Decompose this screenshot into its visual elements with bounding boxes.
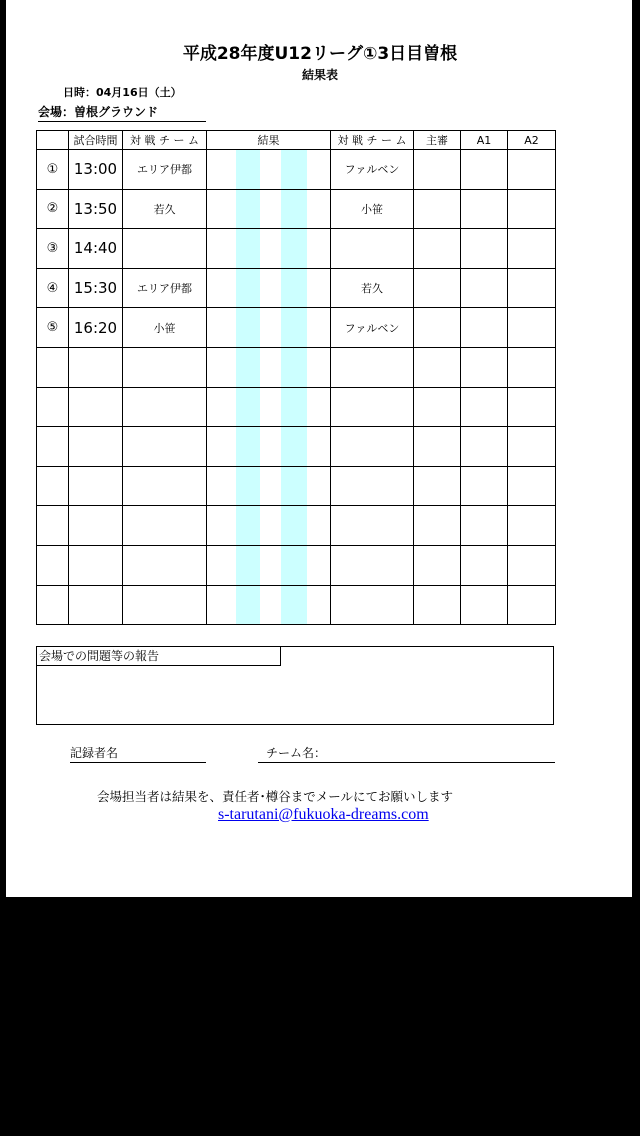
team-1-cell [123, 585, 207, 625]
result-cell[interactable] [207, 427, 331, 467]
team-2-cell: ファルベン [331, 150, 414, 190]
a1-cell[interactable] [461, 229, 508, 269]
date-label: 日時：04月16日（土） [63, 86, 182, 99]
match-time [69, 466, 123, 506]
a1-cell[interactable] [461, 308, 508, 348]
table-header-row [37, 131, 556, 150]
report-box[interactable] [36, 646, 554, 725]
match-number: ② [37, 189, 69, 229]
table-row [37, 189, 556, 229]
team-name-label: チーム名： [266, 746, 327, 760]
document-title: 平成28年度U12リーグ①3日目曽根 [182, 44, 458, 64]
a2-cell[interactable] [508, 189, 556, 229]
result-score-1-highlight [236, 546, 260, 585]
result-score-1-highlight [236, 150, 260, 189]
a1-cell[interactable] [461, 585, 508, 625]
result-score-2-highlight [281, 388, 307, 427]
team-2-cell [331, 506, 414, 546]
match-number [37, 347, 69, 387]
team-1-cell [123, 229, 207, 269]
a1-cell[interactable] [461, 347, 508, 387]
result-score-2-highlight [281, 229, 307, 268]
match-time [69, 585, 123, 625]
team-2-cell [331, 387, 414, 427]
team-2-cell [331, 466, 414, 506]
table-row [37, 347, 556, 387]
team-1-cell: 若久 [123, 189, 207, 229]
report-label: 会場での問題等の報告 [37, 647, 281, 666]
team-name-field[interactable] [258, 744, 555, 763]
header-a2: A2 [508, 131, 556, 150]
table-row [37, 268, 556, 308]
team-2-cell [331, 427, 414, 467]
notice-text: 会場担当者は結果を、責任者･樽谷までメールにてお願いします [97, 789, 454, 804]
result-cell[interactable] [207, 150, 331, 190]
match-number: ⑤ [37, 308, 69, 348]
a1-cell[interactable] [461, 150, 508, 190]
team-2-cell: 若久 [331, 268, 414, 308]
table-row [37, 308, 556, 348]
result-score-1-highlight [236, 427, 260, 466]
referee-cell[interactable] [414, 387, 461, 427]
result-score-1-highlight [236, 348, 260, 387]
a1-cell[interactable] [461, 387, 508, 427]
a2-cell[interactable] [508, 506, 556, 546]
header-team-1: 対 戦 チ ー ム [123, 131, 207, 150]
a1-cell[interactable] [461, 545, 508, 585]
team-1-cell: 小笹 [123, 308, 207, 348]
team-2-cell [331, 229, 414, 269]
a2-cell[interactable] [508, 268, 556, 308]
result-score-1-highlight [236, 388, 260, 427]
match-time [69, 427, 123, 467]
match-number [37, 387, 69, 427]
match-time [69, 347, 123, 387]
a2-cell[interactable] [508, 387, 556, 427]
table-body [37, 150, 556, 625]
team-1-cell [123, 506, 207, 546]
result-cell[interactable] [207, 545, 331, 585]
result-score-1-highlight [236, 467, 260, 506]
a1-cell[interactable] [461, 189, 508, 229]
result-cell[interactable] [207, 189, 331, 229]
result-cell[interactable] [207, 466, 331, 506]
result-score-2-highlight [281, 269, 307, 308]
result-cell[interactable] [207, 229, 331, 269]
result-cell[interactable] [207, 387, 331, 427]
a2-cell[interactable] [508, 229, 556, 269]
table-row [37, 229, 556, 269]
result-score-2-highlight [281, 546, 307, 585]
result-score-2-highlight [281, 190, 307, 229]
result-score-1-highlight [236, 269, 260, 308]
recorder-label: 記録者名 [70, 746, 119, 760]
team-2-cell [331, 545, 414, 585]
match-time: 14:40 [69, 229, 123, 269]
team-2-cell [331, 585, 414, 625]
a1-cell[interactable] [461, 268, 508, 308]
a2-cell[interactable] [508, 585, 556, 625]
result-cell[interactable] [207, 347, 331, 387]
team-1-cell: エリア伊都 [123, 150, 207, 190]
match-time: 13:00 [69, 150, 123, 190]
header-referee: 主審 [414, 131, 461, 150]
result-score-1-highlight [236, 190, 260, 229]
a2-cell[interactable] [508, 150, 556, 190]
venue-label: 会場：曽根グラウンド [38, 103, 206, 122]
referee-cell[interactable] [414, 506, 461, 546]
result-score-2-highlight [281, 150, 307, 189]
header-a1: A1 [461, 131, 508, 150]
result-score-2-highlight [281, 586, 307, 625]
match-time [69, 387, 123, 427]
team-1-cell [123, 347, 207, 387]
results-table [36, 130, 556, 625]
a2-cell[interactable] [508, 466, 556, 506]
table-row [37, 150, 556, 190]
match-time [69, 506, 123, 546]
a1-cell[interactable] [461, 427, 508, 467]
header-result: 結果 [207, 131, 331, 150]
referee-cell[interactable] [414, 150, 461, 190]
match-number [37, 545, 69, 585]
a2-cell[interactable] [508, 308, 556, 348]
referee-cell[interactable] [414, 347, 461, 387]
team-1-cell [123, 387, 207, 427]
header-team-2: 対 戦 チ ー ム [331, 131, 414, 150]
match-number: ③ [37, 229, 69, 269]
recorder-name-field[interactable] [70, 744, 206, 763]
result-score-2-highlight [281, 427, 307, 466]
table-row [37, 585, 556, 625]
a2-cell[interactable] [508, 347, 556, 387]
result-cell[interactable] [207, 268, 331, 308]
team-2-cell [331, 347, 414, 387]
result-score-2-highlight [281, 308, 307, 347]
match-number: ④ [37, 268, 69, 308]
referee-cell[interactable] [414, 229, 461, 269]
match-time [69, 545, 123, 585]
table-row [37, 506, 556, 546]
referee-cell[interactable] [414, 466, 461, 506]
document-subtitle: 結果表 [301, 68, 338, 82]
referee-cell[interactable] [414, 545, 461, 585]
team-2-cell: ファルベン [331, 308, 414, 348]
result-score-1-highlight [236, 506, 260, 545]
referee-cell[interactable] [414, 427, 461, 467]
result-score-2-highlight [281, 348, 307, 387]
header-blank [37, 131, 69, 150]
match-number: ① [37, 150, 69, 190]
result-score-1-highlight [236, 229, 260, 268]
match-number [37, 466, 69, 506]
table-row [37, 387, 556, 427]
result-cell[interactable] [207, 585, 331, 625]
match-number [37, 506, 69, 546]
match-number [37, 427, 69, 467]
referee-cell[interactable] [414, 585, 461, 625]
result-cell[interactable] [207, 308, 331, 348]
team-2-cell: 小笹 [331, 189, 414, 229]
match-time: 16:20 [69, 308, 123, 348]
match-number [37, 585, 69, 625]
team-1-cell [123, 466, 207, 506]
header-match-time: 試合時間 [69, 131, 123, 150]
table-row [37, 545, 556, 585]
match-time: 13:50 [69, 189, 123, 229]
referee-cell[interactable] [414, 189, 461, 229]
result-score-1-highlight [236, 586, 260, 625]
team-1-cell: エリア伊都 [123, 268, 207, 308]
referee-cell[interactable] [414, 268, 461, 308]
a2-cell[interactable] [508, 545, 556, 585]
a1-cell[interactable] [461, 466, 508, 506]
result-cell[interactable] [207, 506, 331, 546]
result-score-2-highlight [281, 467, 307, 506]
referee-cell[interactable] [414, 308, 461, 348]
match-time: 15:30 [69, 268, 123, 308]
team-1-cell [123, 545, 207, 585]
a1-cell[interactable] [461, 506, 508, 546]
a2-cell[interactable] [508, 427, 556, 467]
result-score-2-highlight [281, 506, 307, 545]
table-row [37, 466, 556, 506]
email-link[interactable]: s-tarutani@fukuoka-dreams.com [218, 806, 429, 823]
table-row [37, 427, 556, 467]
result-score-1-highlight [236, 308, 260, 347]
team-1-cell [123, 427, 207, 467]
